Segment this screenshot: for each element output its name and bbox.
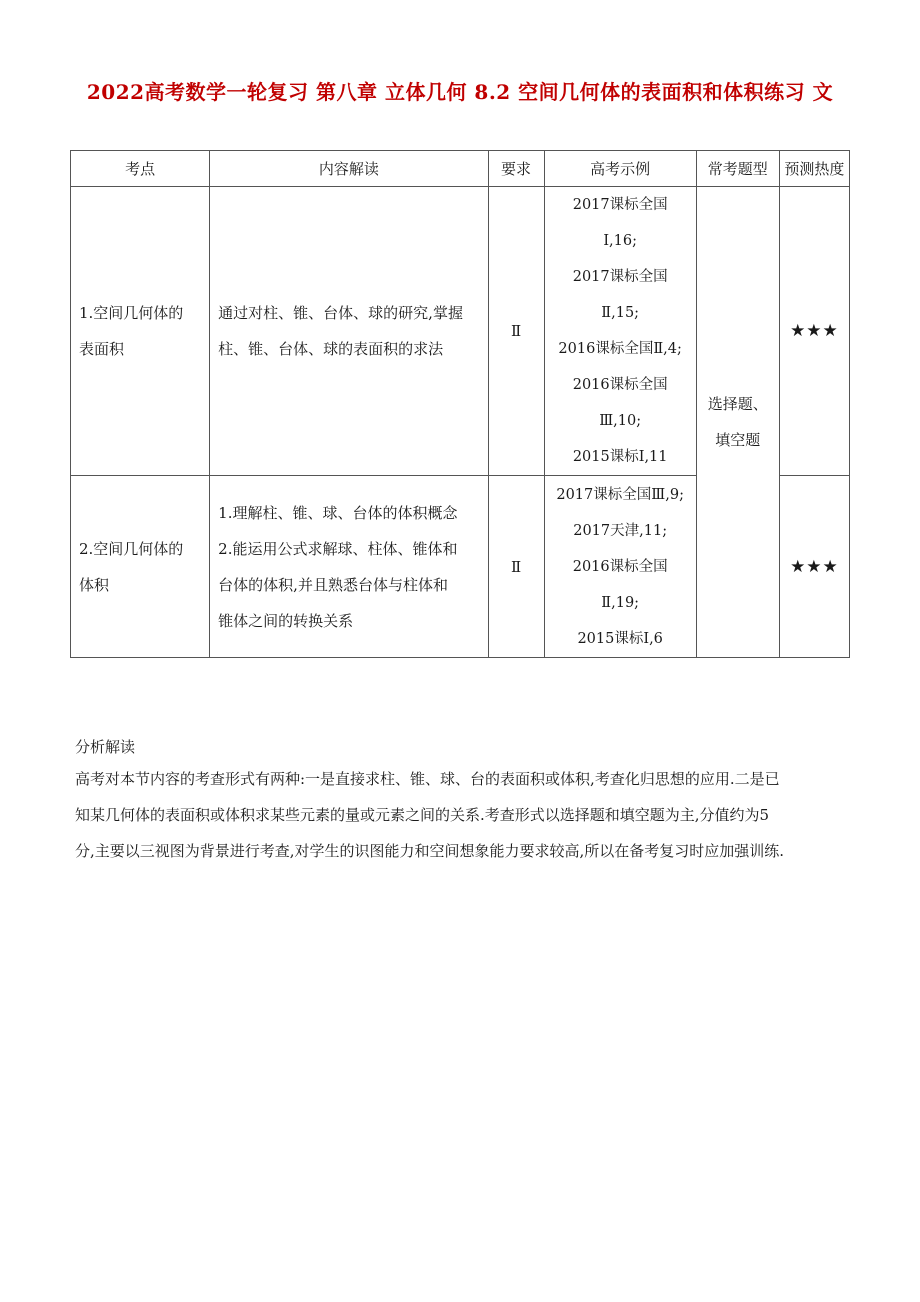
text-line: 知某几何体的表面积或体积求某些元素的量或元素之间的关系.考查形式以选择题和填空题为主,分值约为5 bbox=[75, 806, 770, 824]
text-line: 体积 bbox=[79, 575, 110, 594]
examples-cell bbox=[544, 476, 696, 658]
requirement-cell: Ⅱ bbox=[488, 476, 544, 658]
table-header-row bbox=[71, 151, 850, 187]
analysis-section bbox=[75, 733, 855, 869]
header-content: 内容解读 bbox=[210, 151, 488, 187]
text-line: 台体的体积,并且熟悉台体与柱体和 bbox=[218, 575, 448, 594]
page-title: 2022高考数学一轮复习 第八章 立体几何 8.2 空间几何体的表面积和体积练习 文 bbox=[86, 80, 834, 104]
text-line: 2017课标全国Ⅲ,9; bbox=[556, 486, 684, 503]
text-line: 2016课标全国 bbox=[572, 558, 668, 575]
exam-point-cell bbox=[71, 476, 210, 658]
text-line: 1.理解柱、锥、球、台体的体积概念 bbox=[218, 503, 458, 522]
exam-points-table bbox=[70, 150, 850, 658]
analysis-heading: 分析解读 bbox=[75, 738, 136, 756]
heat-rating: ★★★ bbox=[779, 187, 849, 476]
text-line: 2017课标全国 bbox=[572, 269, 668, 285]
header-examples: 高考示例 bbox=[544, 151, 696, 187]
examples-cell bbox=[544, 187, 696, 476]
text-line: 2.空间几何体的 bbox=[79, 539, 184, 558]
text-line: 表面积 bbox=[79, 340, 125, 358]
question-type-cell bbox=[696, 187, 779, 658]
header-heat: 预测热度 bbox=[779, 151, 849, 187]
text-line: 选择题、 bbox=[707, 395, 768, 413]
text-line: 2017天津,11; bbox=[573, 522, 668, 539]
text-line: 1.空间几何体的 bbox=[79, 304, 184, 322]
header-requirement: 要求 bbox=[488, 151, 544, 187]
text-line: Ⅱ,19; bbox=[601, 594, 640, 611]
text-line: Ⅲ,10; bbox=[599, 413, 642, 429]
text-line: 填空题 bbox=[715, 431, 761, 449]
text-line: 2015课标Ⅰ,6 bbox=[577, 630, 663, 647]
text-line: 高考对本节内容的考查形式有两种:一是直接求柱、锥、球、台的表面积或体积,考查化归思想的应用.二是已 bbox=[75, 770, 780, 788]
header-question-type: 常考题型 bbox=[696, 151, 779, 187]
text-line: 2016课标全国 bbox=[572, 377, 668, 393]
content-cell bbox=[210, 187, 488, 476]
text-line: 锥体之间的转换关系 bbox=[218, 611, 354, 630]
header-exam-point: 考点 bbox=[71, 151, 210, 187]
text-line: 分,主要以三视图为背景进行考查,对学生的识图能力和空间想象能力要求较高,所以在备考复习时应加强训练. bbox=[75, 842, 785, 860]
exam-point-cell bbox=[71, 187, 210, 476]
text-line: Ⅰ,16; bbox=[603, 233, 638, 249]
text-line: 2017课标全国 bbox=[572, 197, 668, 213]
text-line: 柱、锥、台体、球的表面积的求法 bbox=[218, 340, 444, 358]
analysis-paragraph bbox=[75, 761, 855, 869]
heat-rating: ★★★ bbox=[779, 476, 849, 658]
content-cell bbox=[210, 476, 488, 658]
requirement-cell: Ⅱ bbox=[488, 187, 544, 476]
table-row bbox=[71, 187, 850, 476]
text-line: 2015课标Ⅰ,11 bbox=[572, 449, 668, 465]
text-line: Ⅱ,15; bbox=[601, 305, 640, 321]
text-line: 通过对柱、锥、台体、球的研究,掌握 bbox=[218, 304, 463, 322]
text-line: 2016课标全国Ⅱ,4; bbox=[558, 341, 682, 357]
text-line: 2.能运用公式求解球、柱体、锥体和 bbox=[218, 539, 458, 558]
